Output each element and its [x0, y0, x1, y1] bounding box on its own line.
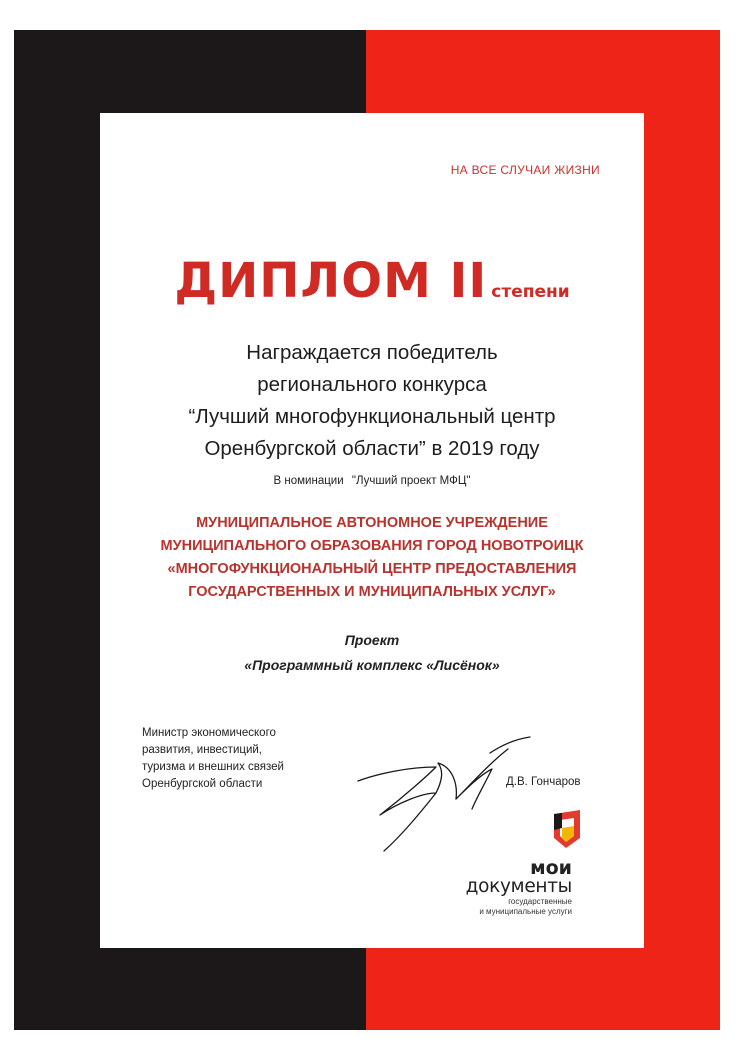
- diploma-title: [100, 253, 644, 309]
- signer-name: Д.В. Гончаров: [506, 776, 581, 788]
- title-main: ДИПЛОМ II: [174, 253, 488, 309]
- nomination-label: В номинации: [273, 475, 344, 487]
- project-block: [100, 628, 644, 678]
- award-line: Оренбургской области” в 2019 году: [204, 437, 540, 460]
- award-line: “Лучший многофункциональный центр: [188, 405, 556, 428]
- project-name: «Программный комплекс «Лисёнок»: [244, 657, 500, 673]
- organization-line: «МНОГОФУНКЦИОНАЛЬНЫЙ ЦЕНТР ПРЕДОСТАВЛЕНИЯ: [167, 561, 577, 577]
- nomination: [100, 475, 644, 487]
- signer-title-line: туризма и внешних связей: [142, 761, 284, 773]
- logo-line-3: государственные: [508, 897, 572, 906]
- organization-line: МУНИЦИПАЛЬНОЕ АВТОНОМНОЕ УЧРЕЖДЕНИЕ: [196, 515, 548, 531]
- logo-line-1: мои: [530, 857, 572, 879]
- nomination-value: "Лучший проект МФЦ": [351, 475, 471, 487]
- award-line: Награждается победитель: [246, 341, 498, 364]
- title-degree: степени: [491, 282, 570, 302]
- project-label: Проект: [344, 632, 400, 648]
- logo-line-2: документы: [465, 876, 572, 897]
- signer-title: [142, 725, 284, 793]
- signer-title-line: Министр экономического: [142, 727, 276, 739]
- my-documents-logo-icon: [550, 808, 586, 850]
- recipient-organization: [100, 512, 644, 604]
- handwritten-signature: [340, 723, 550, 863]
- organization-line: ГОСУДАРСТВЕННЫХ И МУНИЦИПАЛЬНЫХ УСЛУГ»: [188, 584, 556, 600]
- signer-title-line: развития, инвестиций,: [142, 744, 262, 756]
- award-line: регионального конкурса: [257, 373, 487, 396]
- tagline: НА ВСЕ СЛУЧАИ ЖИЗНИ: [450, 163, 600, 177]
- award-statement: [100, 337, 644, 465]
- organization-line: МУНИЦИПАЛЬНОГО ОБРАЗОВАНИЯ ГОРОД НОВОТРОИЦК: [160, 538, 584, 554]
- logo-line-4: и муниципальные услуги: [479, 907, 572, 916]
- my-documents-logo: [438, 859, 572, 917]
- diploma-sheet: [100, 113, 644, 948]
- signer-title-line: Оренбургской области: [142, 778, 263, 790]
